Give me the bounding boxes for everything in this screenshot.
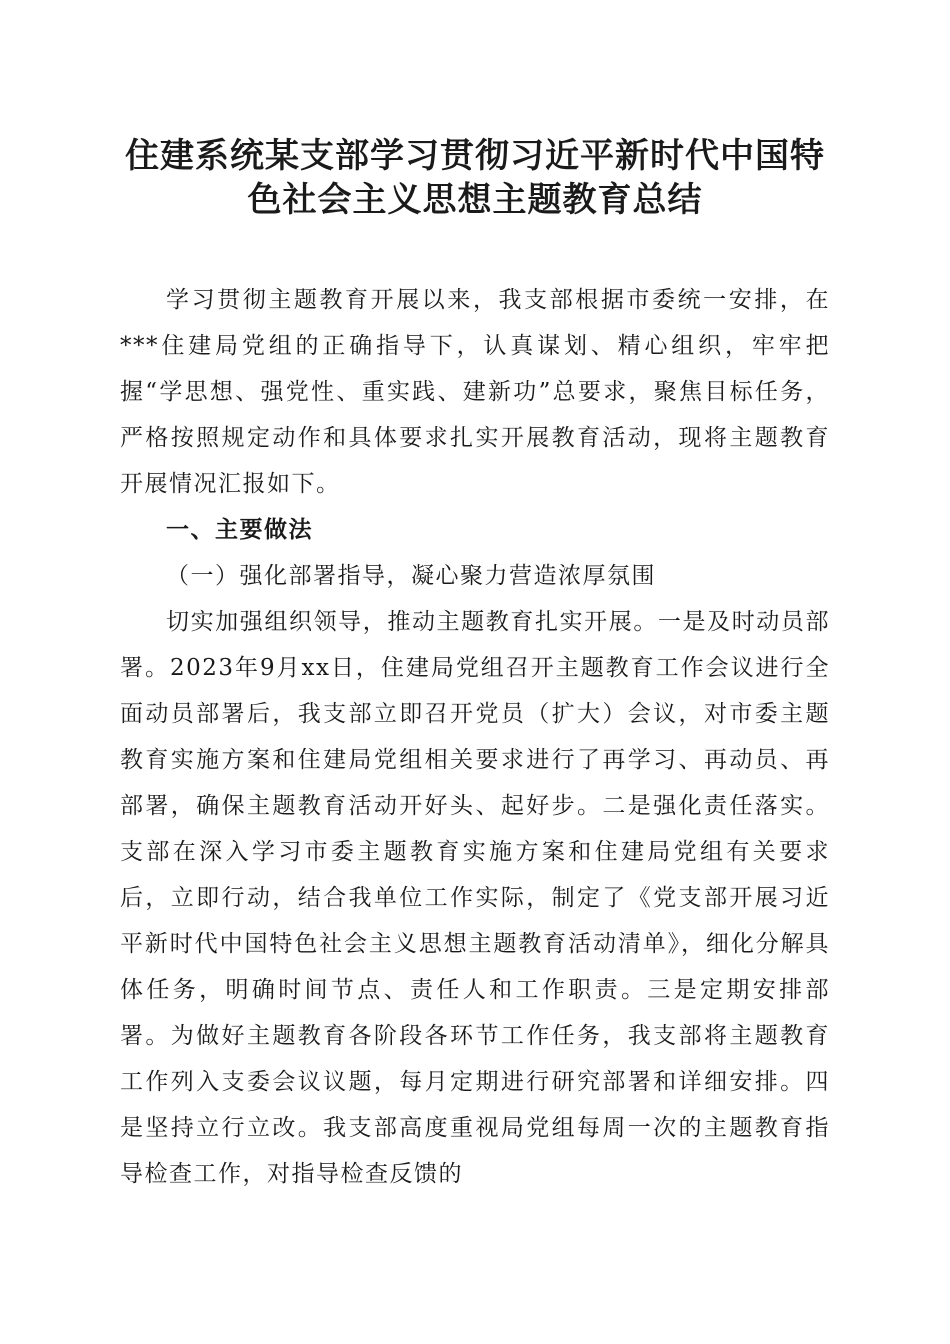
title-line-2: 色社会主义思想主题教育总结 xyxy=(247,180,703,220)
subsection-heading: （一）强化部署指导，凝心聚力营造浓厚氛围 xyxy=(166,563,656,589)
document-body xyxy=(120,277,830,1197)
section-heading: 一、主要做法 xyxy=(166,517,313,543)
document-title xyxy=(110,134,840,222)
intro-paragraph: 学习贯彻主题教育开展以来，我支部根据市委统一安排，在***住建局党组的正确指导下，认真谋划、精心组织，牢牢把握“学思想、强党性、重实践、建新功”总要求，聚焦目标任务，严格按照规定动作和具体要求扎实开展教育活动，现将主题教育开展情况汇报如下。 xyxy=(120,287,830,497)
body-paragraph: 切实加强组织领导，推动主题教育扎实开展。一是及时动员部署。2023年9月xx日，住建局党组召开主题教育工作会议进行全面动员部署后，我支部立即召开党员（扩大）会议，对市委主题教育实施方案和住建局党组相关要求进行了再学习、再动员、再部署，确保主题教育活动开好头、起好步。二是强化责任落实。支部在深入学习市委主题教育实施方案和住建局党组有关要求后，立即行动，结合我单位工作实际，制定了《党支部开展习近平新时代中国特色社会主义思想主题教育活动清单》，细化分解具体任务，明确时间节点、责任人和工作职责。三是定期安排部署。为做好主题教育各阶段各环节工作任务，我支部将主题教育工作列入支委会议议题，每月定期进行研究部署和详细安排。四是坚持立行立改。我支部高度重视局党组每周一次的主题教育指导检查工作，对指导检查反馈的 xyxy=(120,609,830,1187)
title-line-1: 住建系统某支部学习贯彻习近平新时代中国特 xyxy=(125,136,825,176)
